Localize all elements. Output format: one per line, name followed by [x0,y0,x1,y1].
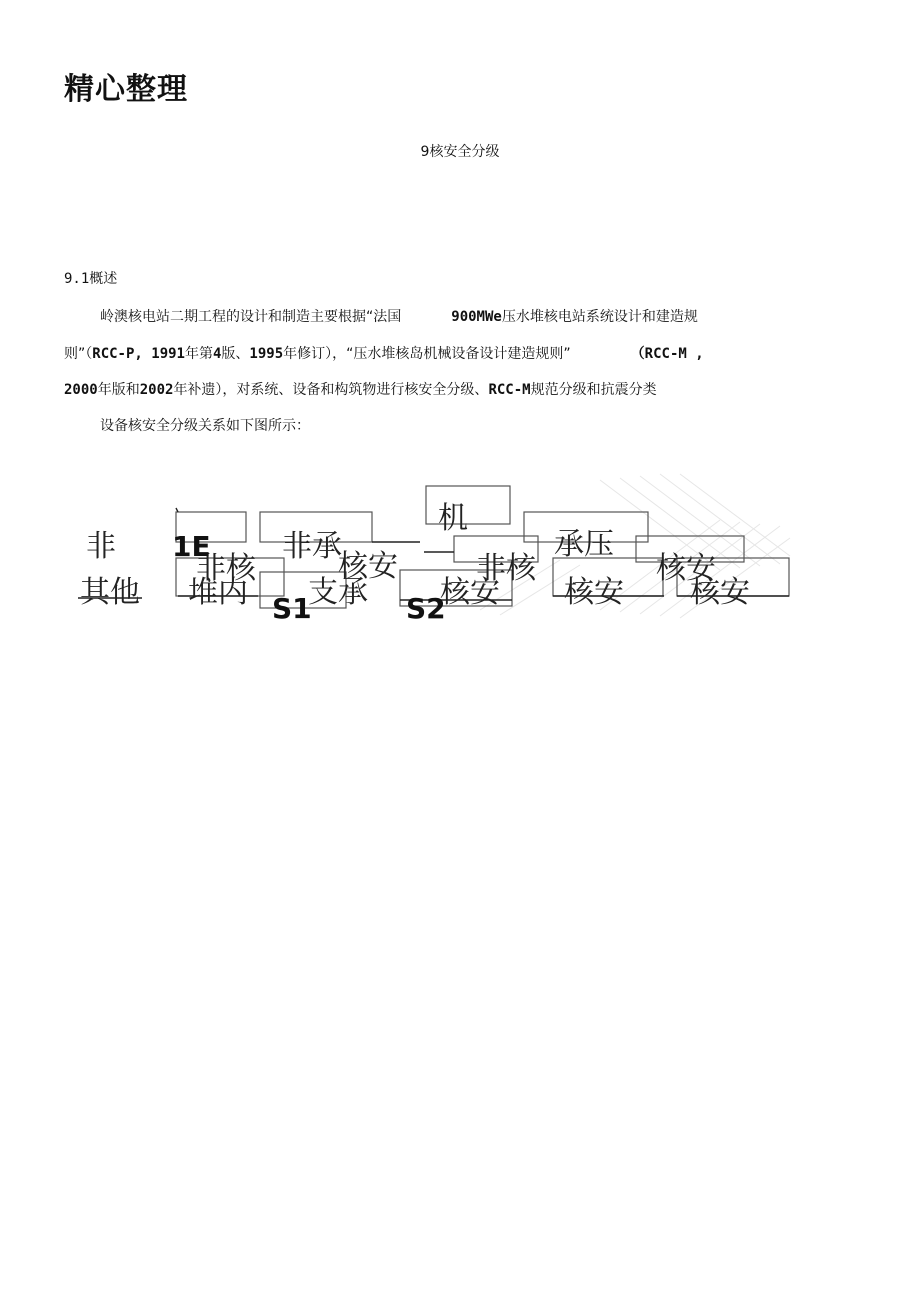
node-chengya: 承压 [554,527,614,562]
node-zhicheng: 支承 [308,575,368,610]
paragraph-text: 年第 [184,346,213,362]
node-s2: S2 [406,592,446,625]
node-hean-a: 核安 [338,549,398,584]
page-header-title: 精心整理 [64,72,188,107]
paragraph-line-4: 设备核安全分级关系如下图所示： [100,418,310,434]
paragraph-text: 版、 [221,346,250,362]
paragraph-text: 年修订），“压水堆核岛机械设备设计建造规则” [283,346,571,362]
paragraph-text: 规范分级和抗震分类 [530,382,657,398]
node-ji: 机 [438,501,468,536]
node-hean-b: 核安 [656,551,716,586]
node-hean-d: 核安 [564,575,624,610]
chapter-title: 9核安全分级 [420,144,500,160]
classification-diagram-svg [0,460,920,640]
node-feicheng: 非承 [282,529,342,564]
paragraph-text: 900MWe [451,309,502,325]
paragraph-line-2 [64,343,704,363]
node-fei: 非 [86,529,116,564]
paragraph-text: （RCC-M , [630,346,704,362]
node-qita: 其他 [80,575,140,610]
paragraph-text: 年补遗），对系统、设备和构筑物进行核安全分级、 [173,382,489,398]
paragraph-text: 则”（ [64,346,93,362]
section-title: 9.1概述 [64,271,118,287]
node-s1: S1 [272,592,312,625]
paragraph-text: 2000 [64,382,98,398]
paragraph-text: RCC-P, 1991 [92,346,185,362]
paragraph-text: 岭澳核电站二期工程的设计和制造主要根据“法国 [100,309,402,325]
node-hean-e: 核安 [690,575,750,610]
node-duinei: 堆内 [188,575,248,610]
paragraph-text: 压水堆核电站系统设计和建造规 [501,309,698,325]
paragraph-line-3 [64,379,657,399]
node-hean-c: 核安 [440,575,500,610]
paragraph-line-1 [100,306,698,326]
classification-diagram [0,460,920,640]
node-feihe-b: 非核 [476,551,536,586]
paragraph-text: 2002 [139,382,174,398]
paragraph-text: 4 [212,346,222,362]
paragraph-text: RCC-M [488,382,531,398]
paragraph-text: 年版和 [97,382,140,398]
node-feihe-a: 非核 [196,551,256,586]
paragraph-text: 1995 [249,346,284,362]
node-1e: 1E [172,530,211,563]
